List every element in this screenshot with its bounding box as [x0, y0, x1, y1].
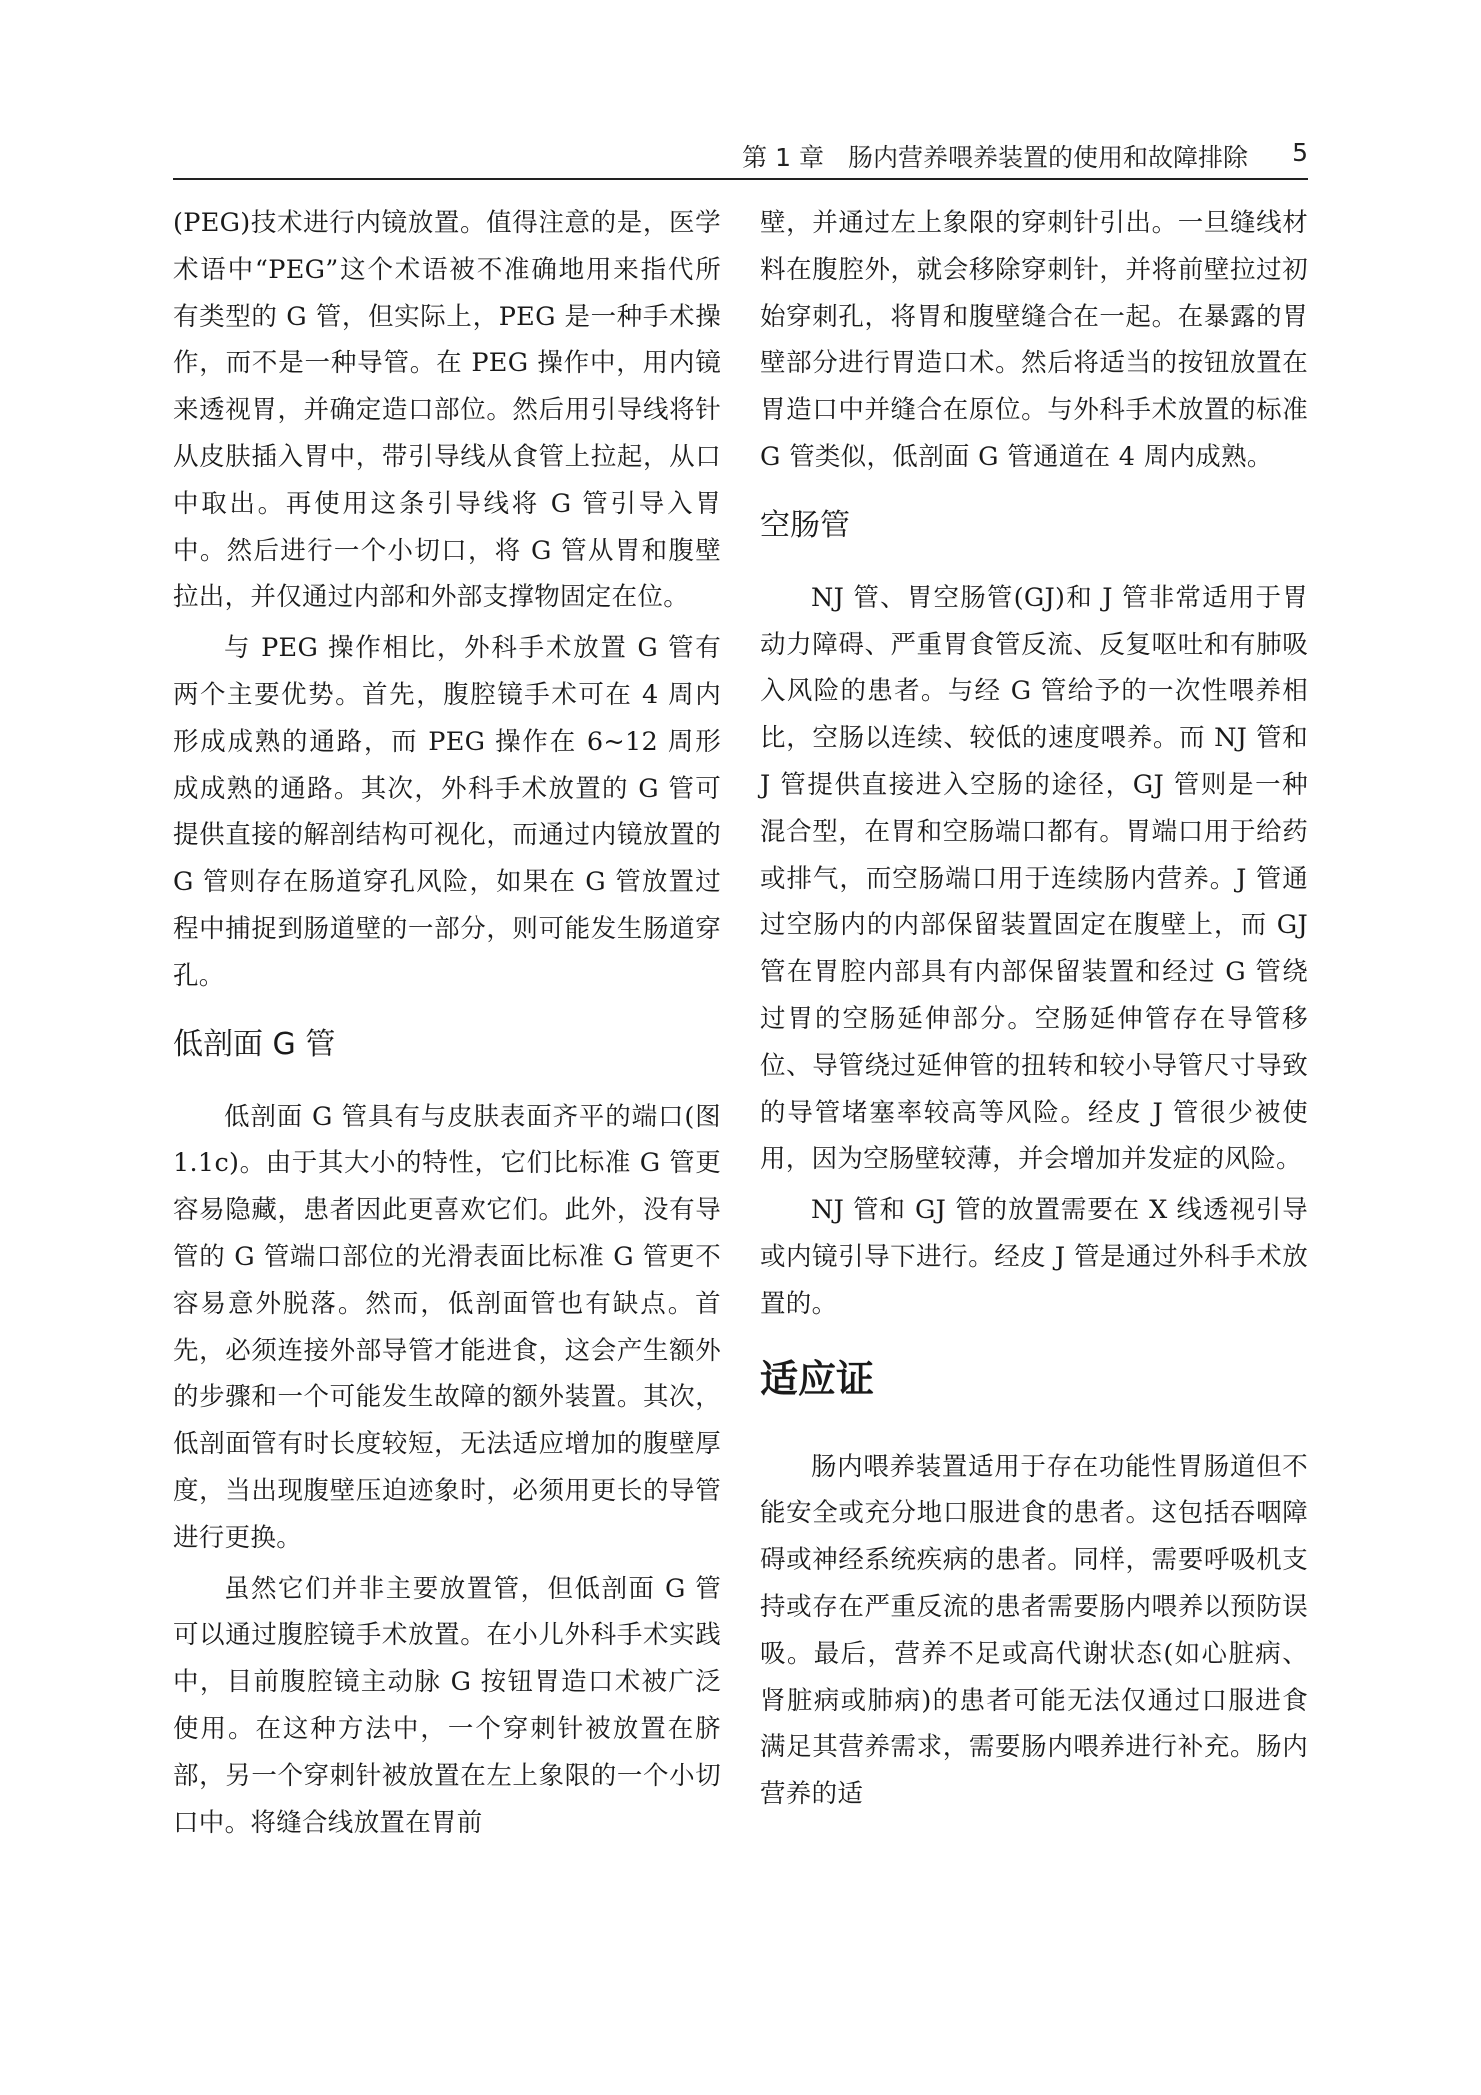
section-heading-low-profile-g-tube: 低剖面 G 管 — [173, 1026, 336, 1062]
section-heading-indications: 适应证 — [760, 1356, 875, 1401]
chapter-title: 肠内营养喂养装置的使用和故障排除 — [847, 143, 1248, 172]
paragraph: NJ 管和 GJ 管的放置需要在 X 线透视引导或内镜引导下进行。经皮 J 管是通过外科手术放置的。 — [760, 1195, 1308, 1319]
paragraph: 低剖面 G 管具有与皮肤表面齐平的端口(图 1.1c)。由于其大小的特性，它们比标准 G 管更容易隐藏，患者因此更喜欢它们。此外，没有导管的 G 管端口部位的光滑表面比标准 G 管更不容易意外脱落。然而，低剖面管也有缺点。首先，必须连接外部导管才能进食，这会产生额外的步骤和一个可能发生故障的额外装置。其次，低剖面管有时长度较短，无法适应增加的腹壁厚度，当出现腹壁压迫迹象时，必须用更长的导管进行更换。 — [173, 1101, 721, 1553]
paragraph: 虽然它们并非主要放置管，但低剖面 G 管可以通过腹腔镜手术放置。在小儿外科手术实践中，目前腹腔镜主动脉 G 按钮胃造口术被广泛使用。在这种方法中，一个穿刺针被放置在脐部，另一个穿刺针被放置在左上象限的一个小切口中。将缝合线放置在胃前 — [173, 1573, 721, 1838]
running-head — [742, 138, 1248, 174]
paragraph: 与 PEG 操作相比，外科手术放置 G 管有两个主要优势。首先，腹腔镜手术可在 4 周内形成成熟的通路，而 PEG 操作在 6~12 周形成成熟的通路。其次，外科手术放置的 G 管可提供直接的解剖结构可视化，而通过内镜放置的 G 管则存在肠道穿孔风险，如果在 G 管放置过程中捕捉到肠道壁的一部分，则可能发生肠道穿孔。 — [173, 633, 721, 991]
page-header — [173, 128, 1308, 180]
paragraph: NJ 管、胃空肠管(GJ)和 J 管非常适用于胃动力障碍、严重胃食管反流、反复呕吐和有肺吸入风险的患者。与经 G 管给予的一次性喂养相比，空肠以连续、较低的速度喂养。而 NJ 管和 J 管提供直接进入空肠的途径，GJ 管则是一种混合型，在胃和空肠端口都有。胃端口用于给药或排气，而空肠端口用于连续肠内营养。J 管通过空肠内的内部保留装置固定在腹壁上，而 GJ 管在胃腔内部具有内部保留装置和经过 G 管绕过胃的空肠延伸部分。空肠延伸管存在导管移位、导管绕过延伸管的扭转和较小导管尺寸导致的导管堵塞率较高等风险。经皮 J 管很少被使用，因为空肠壁较薄，并会增加并发症的风险。 — [760, 582, 1308, 1175]
paragraph: 壁，并通过左上象限的穿刺针引出。一旦缝线材料在腹腔外，就会移除穿刺针，并将前壁拉过初始穿刺孔，将胃和腹壁缝合在一起。在暴露的胃壁部分进行胃造口术。然后将适当的按钮放置在胃造口中并缝合在原位。与外科手术放置的标准 G 管类似，低剖面 G 管通道在 4 周内成熟。 — [760, 208, 1308, 472]
page-number: 5 — [1292, 138, 1308, 167]
paragraph: (PEG)技术进行内镜放置。值得注意的是，医学术语中“PEG”这个术语被不准确地用来指代所有类型的 G 管，但实际上，PEG 是一种手术操作，而不是一种导管。在 PEG 操作中，用内镜来透视胃，并确定造口部位。然后用引导线将针从皮肤插入胃中，带引导线从食管上拉起，从口中取出。再使用这条引导线将 G 管引导入胃中。然后进行一个小切口，将 G 管从胃和腹壁拉出，并仅通过内部和外部支撑物固定在位。 — [173, 208, 721, 613]
section-heading-jejunal-tube: 空肠管 — [760, 507, 850, 543]
right-column — [760, 200, 1308, 1818]
chapter-label: 第 1 章 — [742, 143, 824, 172]
left-column — [173, 200, 721, 1846]
paragraph: 肠内喂养装置适用于存在功能性胃肠道但不能安全或充分地口服进食的患者。这包括吞咽障碍或神经系统疾病的患者。同样，需要呼吸机支持或存在严重反流的患者需要肠内喂养以预防误吸。最后，营养不足或高代谢状态(如心脏病、肾脏病或肺病)的患者可能无法仅通过口服进食满足其营养需求，需要肠内喂养进行补充。肠内营养的适 — [760, 1451, 1308, 1810]
